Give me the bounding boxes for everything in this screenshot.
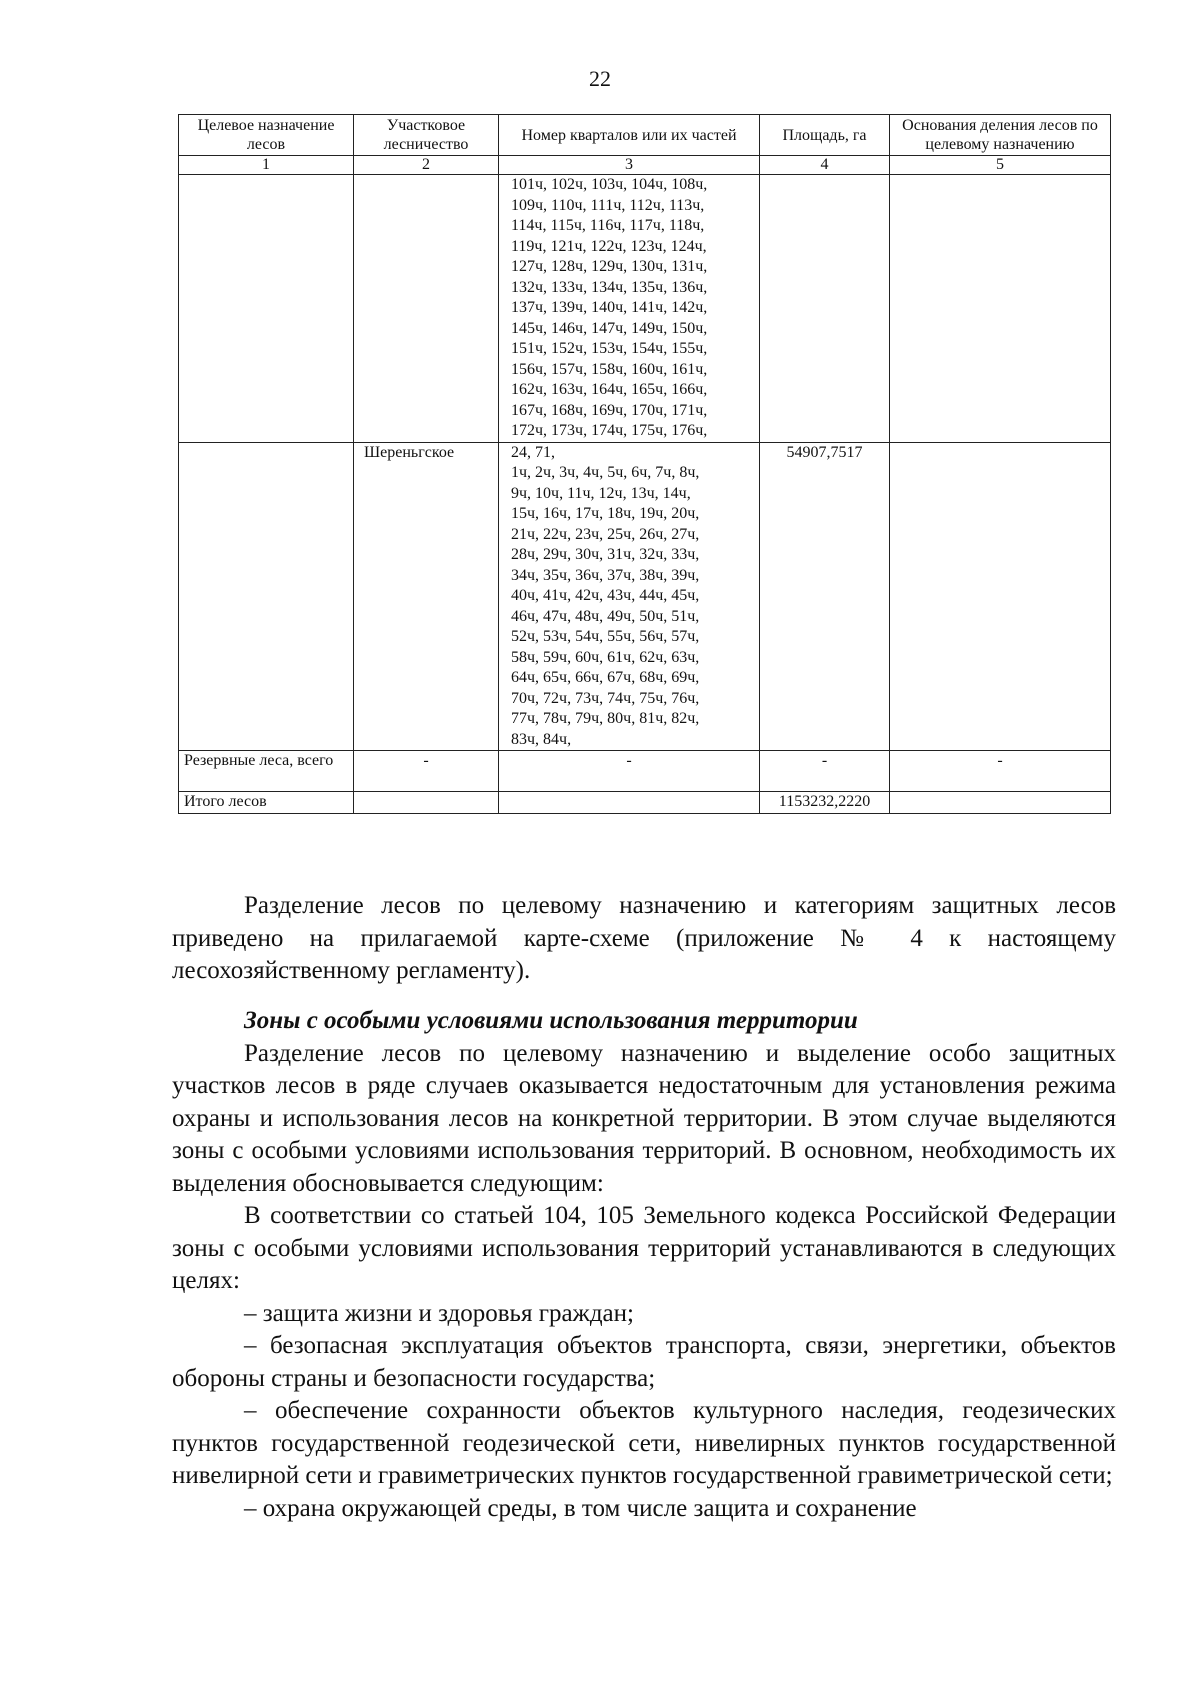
cell-basis (890, 792, 1111, 814)
column-number: 5 (890, 156, 1111, 175)
header-quarters: Номер кварталов или их частей (499, 115, 760, 156)
list-item: – обеспечение сохранности объектов культурного наследия, геодезических пунктов государственной геодезической сети, нивелирных пунктов государственной нивелирной сети и гравиметрических пунктов государственной гравиметрической сети; (172, 1397, 1116, 1489)
cell-basis (890, 175, 1111, 443)
header-basis: Основания деления лесов по целевому назначению (890, 115, 1111, 156)
column-number-row (179, 156, 1111, 175)
table-row (179, 442, 1111, 751)
forest-purpose-table (178, 114, 1111, 814)
cell-district (354, 792, 499, 814)
list-item: – безопасная эксплуатация объектов транспорта, связи, энергетики, объектов обороны страны и безопасности государства; (172, 1332, 1116, 1392)
cell-district (354, 175, 499, 443)
cell-quarters: - (499, 751, 760, 792)
table-row (179, 751, 1111, 792)
cell-purpose: Итого лесов (179, 792, 354, 814)
paragraph: Разделение лесов по целевому назначению и выделение особо защитных участков лесов в ряде случаев оказывается недостаточным для установления режима охраны и использования лесов на конкретной территории. В этом случае выделяются зоны с особыми условиями использования территорий. В основном, необходимость их выделения обосновывается следующим: (172, 1039, 1116, 1197)
table-row (179, 175, 1111, 443)
section-heading: Зоны с особыми условиями использования территории (244, 1007, 858, 1034)
paragraph: Разделение лесов по целевому назначению и категориям защитных лесов приведено на прилагаемой карте-схеме (приложение № 4 к настоящему лесохозяйственному регламенту). (172, 892, 1116, 984)
cell-area (760, 175, 890, 443)
page-number: 22 (589, 66, 611, 91)
header-area: Площадь, га (760, 115, 890, 156)
cell-basis (890, 442, 1111, 751)
cell-basis: - (890, 751, 1111, 792)
cell-area: 1153232,2220 (760, 792, 890, 814)
cell-district: Шереньгское (354, 442, 499, 751)
cell-purpose: Резервные леса, всего (179, 751, 354, 792)
header-district: Участковое лесничество (354, 115, 499, 156)
cell-quarters: 24, 71, 1ч, 2ч, 3ч, 4ч, 5ч, 6ч, 7ч, 8ч, 9ч, 10ч, 11ч, 12ч, 13ч, 14ч, 15ч, 16ч, 17ч, 18ч, 19ч, 20ч, 21ч, 22ч, 23ч, 25ч, 26ч, 27ч, 28ч, 29ч, 30ч, 31ч, 32ч, 33ч, 34ч, 35ч, 36ч, 37ч, 38ч, 39ч, 40ч, 41ч, 42ч, 43ч, 44ч, 45ч, 46ч, 47ч, 48ч, 49ч, 50ч, 51ч, 52ч, 53ч, 54ч, 55ч, 56ч, 57ч, 58ч, 59ч, 60ч, 61ч, 62ч, 63ч, 64ч, 65ч, 66ч, 67ч, 68ч, 69ч, 70ч, 72ч, 73ч, 74ч, 75ч, 76ч, 77ч, 78ч, 79ч, 80ч, 81ч, 82ч, 83ч, 84ч, (499, 442, 760, 751)
column-number: 2 (354, 156, 499, 175)
body-text-block-1 (172, 890, 1116, 988)
column-number: 1 (179, 156, 354, 175)
cell-area: 54907,7517 (760, 442, 890, 751)
header-purpose: Целевое назначение лесов (179, 115, 354, 156)
cell-district: - (354, 751, 499, 792)
column-number: 3 (499, 156, 760, 175)
table-total-row (179, 792, 1111, 814)
column-number: 4 (760, 156, 890, 175)
list-item: – защита жизни и здоровья граждан; (244, 1299, 634, 1327)
list-item: – охрана окружающей среды, в том числе защита и сохранение (244, 1494, 917, 1522)
cell-purpose (179, 175, 354, 443)
cell-purpose (179, 442, 354, 751)
cell-quarters (499, 792, 760, 814)
table-header-row (179, 115, 1111, 156)
cell-quarters: 101ч, 102ч, 103ч, 104ч, 108ч, 109ч, 110ч, 111ч, 112ч, 113ч, 114ч, 115ч, 116ч, 117ч, 118ч, 119ч, 121ч, 122ч, 123ч, 124ч, 127ч, 128ч, 129ч, 130ч, 131ч, 132ч, 133ч, 134ч, 135ч, 136ч, 137ч, 139ч, 140ч, 141ч, 142ч, 145ч, 146ч, 147ч, 149ч, 150ч, 151ч, 152ч, 153ч, 154ч, 155ч, 156ч, 157ч, 158ч, 160ч, 161ч, 162ч, 163ч, 164ч, 165ч, 166ч, 167ч, 168ч, 169ч, 170ч, 171ч, 172ч, 173ч, 174ч, 175ч, 176ч, (499, 175, 760, 443)
paragraph: В соответствии со статьей 104, 105 Земельного кодекса Российской Федерации зоны с особыми условиями использования территорий устанавливаются в следующих целях: (172, 1202, 1116, 1294)
body-text-block-2 (172, 1005, 1116, 1525)
cell-area: - (760, 751, 890, 792)
